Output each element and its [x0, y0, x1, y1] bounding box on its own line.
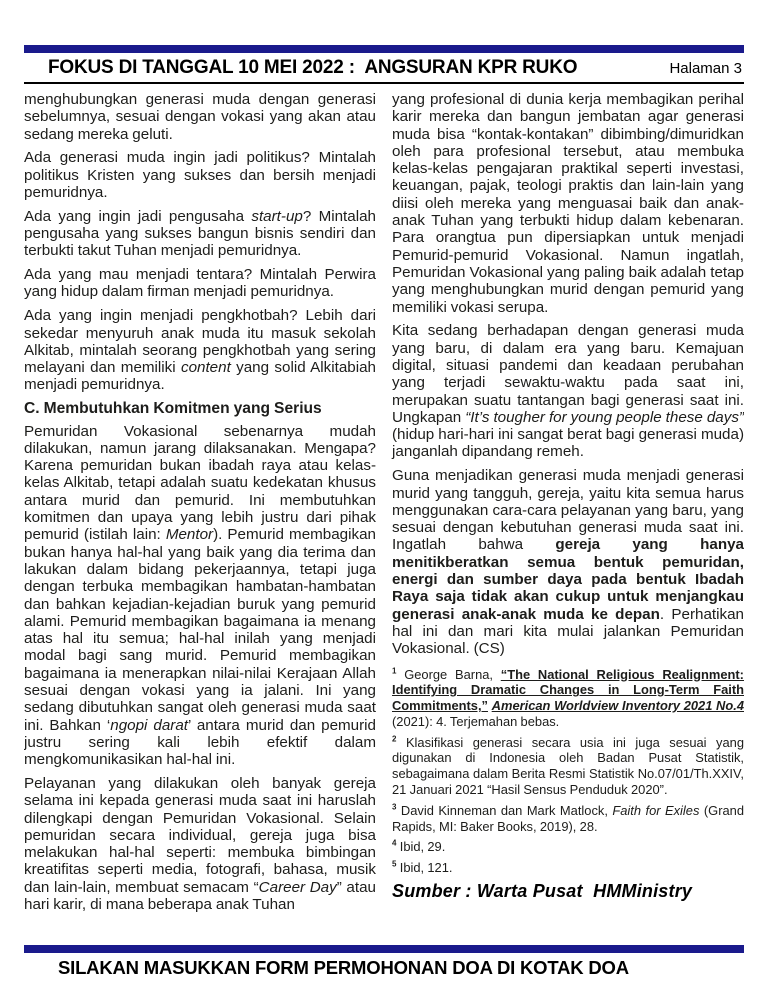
paragraph: Ada yang mau menjadi tentara? Mintalah Perwira yang hidup dalam firman menjadi pemuridnya. — [24, 266, 376, 301]
paragraph: Ada yang ingin jadi pengusaha start-up? Mintalah pengusaha yang sukses bangun bisnis sendiri dan terbukti takut Tuhan menjadi pemuridnya. — [24, 207, 376, 260]
source-attribution: Sumber : Warta Pusat HMMinistry — [392, 881, 693, 902]
footnote: $^1$ George Barna, “The National Religious Realignment: Identifying Dramatic Changes in Long-Term Faith Commitments,” American Worldview Inventory 2021 No.4 (2021): 4. Terjemahan bebas. — [392, 666, 744, 729]
section-heading: C. Membutuhkan Komitmen yang Serius — [24, 400, 322, 418]
paragraph: Ada yang ingin menjadi pengkhotbah? Lebih dari sekedar menyuruh anak muda itu masuk sekolah Alkitab, mintalah seorang pengkhotbah yang sering melayani dan memiliki content yang solid Alkitabiah menjadi pemuridnya. — [24, 307, 376, 394]
page-footer — [24, 945, 744, 979]
paragraph: Pemuridan Vokasional sebenarnya mudah dilakukan, namun jarang dilaksanakan. Mengapa? Karena pemuridan bukan ibadah raya atau kelas-kelas Alkitab, tetapi adalah suatu kedekatan khusus antara murid dan pemurid. Ini membutuhkan komitmen dan upaya yang lebih justru dari pihak pemurid (istilah lain: Mentor). Pemurid membagikan bukan hanya hal-hal yang baik yang dia terima dan lakukan dalam bidang pekerjaannya, tetapi juga dengan terbuka membagikan hambatan-hambatan dan bahkan kejadian-kejadian buruk yang pemurid alami. Pemurid membagikan bagaimana ia menang atas hal itu semua; hal-hal inilah yang menjadi modal bagi sang murid. Pemurid membagikan bagaimana ia menerapkan nilai-nilai Kerajaan Allah sesuai dengan vokasi yang ia jalani. Ini yang sedang dibutuhkan sangat oleh generasi muda saat ini. Bahkan ‘ngopi darat’ antara murid dan pemurid justru sering kali lebih efektif dalam mengkomunikasikan hal-hal ini. — [24, 422, 377, 769]
left-column — [24, 91, 376, 947]
paragraph: yang profesional di dunia kerja membagikan perihal karir mereka dan bangun jembatan agar generasi muda bisa “kontak-kontakan” dibimbing/dimuridkan oleh para profesional tersebut, atau membuka kelas-kelas pengajaran praktikal seperti investasi, keuangan, pajak, teologi praktis dan lain-lain yang diisi oleh mereka yang menguasai baik dan anak-anak Tuhan yang terbukti hidup dalam kebenaran. Para orangtua pun dipersiapkan untuk menjadi Pemurid-pemurid Vokasional. Namun ingatlah, Pemuridan Vokasional yang paling baik adalah tetap yang menghubungkan murid dengan pemurid yang memiliki vokasi serupa. — [392, 91, 744, 316]
page-number: Halaman 3 — [669, 60, 742, 77]
footnote: $^4$ Ibid, 29. — [392, 839, 446, 855]
article-body — [24, 91, 744, 947]
page-title: FOKUS DI TANGGAL 10 MEI 2022 : ANGSURAN KPR RUKO — [48, 57, 578, 78]
header-accent-bar — [24, 45, 744, 53]
footnote: $^5$ Ibid, 121. — [392, 859, 453, 876]
paragraph: Pelayanan yang dilakukan oleh banyak gereja selama ini kepada generasi muda saat ini haruslah dilengkapi dengan Pemuridan Vokasional. Selain pemuridan secara individual, gereja juga bisa melakukan hal-hal seperti: membuka bimbingan kreatifitas seperti media, fotografi, bahasa, musik dan lain-lain, membuat semacam “Career Day” atau hari karir, di mana beberapa anak Tuhan — [24, 774, 376, 914]
footer-banner: SILAKAN MASUKKAN FORM PERMOHONAN DOA DI KOTAK DOA — [58, 957, 629, 978]
paragraph: Ada generasi muda ingin jadi politikus? Mintalah politikus Kristen yang sukses dan bersih menjadi pemuridnya. — [24, 149, 376, 201]
footer-accent-bar — [24, 945, 744, 953]
page-header — [24, 53, 744, 84]
right-column-paragraphs — [392, 91, 744, 658]
right-column — [392, 91, 744, 947]
footnote: $^2$ Klasifikasi generasi secara usia ini juga sesuai yang digunakan di Indonesia oleh Badan Pusat Statistik, sebagaimana dalam Berita Resmi Statistik No.07/01/Th.XXIV, 21 Januari 2021 “Hasil Sensus Penduduk 2020”. — [392, 734, 744, 798]
paragraph: Kita sedang berhadapan dengan generasi muda yang baru, di dalam era yang baru. Kemajuan digital, situasi pandemi dan keadaan perubahan yang terjadi sewaktu-waktu pada saat ini, merupakan suatu tantangan bagi generasi saat ini. Ungkapan “It’s tougher for young people these days” (hidup hari-hari ini sangat berat bagi generasi muda) janganlah dipandang remeh. — [392, 322, 744, 461]
paragraph: menghubungkan generasi muda dengan generasi sebelumnya, sesuai dengan vokasi yang akan atau sedang mereka geluti. — [24, 91, 376, 143]
footnote: $^3$ David Kinneman dan Mark Matlock, Faith for Exiles (Grand Rapids, MI: Baker Books, 2019), 28. — [392, 802, 744, 834]
paragraph: Guna menjadikan generasi muda menjadi generasi murid yang tangguh, gereja, yaitu kita semua harus menggunakan cara-cara pelayanan yang baru, yang sesuai dengan kebutuhan generasi muda saat ini. Ingatlah bahwa gereja yang hanya menitikberatkan semua bentuk pemuridan, energi dan sumber daya pada bentuk Ibadah Raya saja tidak akan cukup untuk menjangkau generasi anak-anak muda ke depan. Perhatikan hal ini dan mari kita mulai jalankan Pemuridan Vokasional. (CS) — [392, 467, 744, 658]
footnotes — [392, 667, 744, 877]
